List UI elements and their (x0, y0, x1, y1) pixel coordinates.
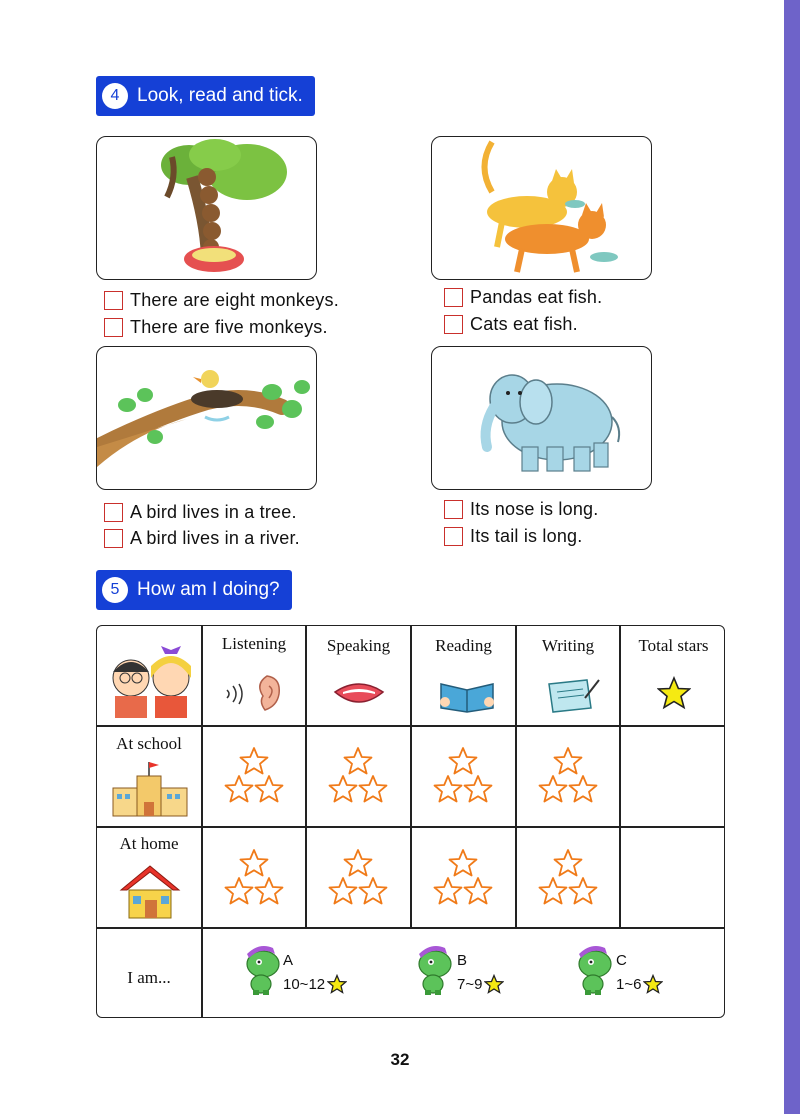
option-4b[interactable] (444, 526, 582, 547)
grade-range-text: 7~9 (457, 975, 483, 993)
section-4-number: 4 (102, 83, 128, 109)
option-4a[interactable] (444, 499, 598, 520)
tick-checkbox[interactable] (104, 503, 123, 522)
section-5-title: How am I doing? (137, 579, 280, 600)
star-icon (484, 974, 504, 994)
tick-checkbox[interactable] (104, 291, 123, 310)
grade-range (283, 974, 347, 994)
row-label-home: At home (119, 834, 179, 853)
grade-letter: B (457, 952, 468, 969)
star-icon (327, 974, 347, 994)
column-header: Writing (541, 636, 595, 655)
section-5-heading (96, 570, 292, 610)
tick-checkbox[interactable] (444, 500, 463, 519)
option-text: A bird lives in a tree. (130, 502, 297, 522)
option-1b[interactable] (104, 317, 328, 338)
section-4-title: Look, read and tick. (137, 85, 303, 106)
tick-checkbox[interactable] (104, 318, 123, 337)
mouth-icon (329, 678, 389, 710)
grade-range (616, 974, 663, 994)
dinosaur-icon (239, 944, 283, 996)
option-1a[interactable] (104, 290, 339, 311)
column-header: Speaking (326, 636, 391, 655)
elephant-picture (431, 346, 652, 490)
listening-school-stars[interactable] (224, 746, 284, 806)
ear-icon (225, 672, 285, 714)
row-label-i-am: I am... (127, 968, 171, 987)
star-icon (657, 676, 691, 710)
option-text: There are eight monkeys. (130, 290, 339, 310)
self-assessment-table (96, 625, 725, 1018)
monkeys-tree-icon (97, 137, 317, 280)
grade-letter: A (283, 952, 294, 969)
bird-nest-branch-icon (97, 347, 317, 490)
grade-range (457, 974, 504, 994)
monkeys-tree-picture (96, 136, 317, 280)
speaking-home-stars[interactable] (328, 848, 388, 908)
school-icon (111, 760, 189, 818)
page-edge-bar (784, 0, 800, 1114)
tick-checkbox[interactable] (444, 527, 463, 546)
house-icon (117, 862, 183, 920)
tick-checkbox[interactable] (444, 288, 463, 307)
tick-checkbox[interactable] (104, 529, 123, 548)
option-2a[interactable] (444, 287, 602, 308)
grade-range-text: 10~12 (283, 975, 326, 993)
column-header: Reading (435, 636, 492, 655)
row-label-school: At school (116, 734, 182, 753)
speaking-school-stars[interactable] (328, 746, 388, 806)
writing-school-stars[interactable] (538, 746, 598, 806)
reading-home-stars[interactable] (433, 848, 493, 908)
section-4-heading (96, 76, 315, 116)
option-text: A bird lives in a river. (130, 528, 300, 548)
column-header: Listening (221, 634, 287, 653)
tick-checkbox[interactable] (444, 315, 463, 334)
page-number: 32 (390, 1050, 410, 1069)
reading-school-stars[interactable] (433, 746, 493, 806)
section-5-number: 5 (102, 577, 128, 603)
option-2b[interactable] (444, 314, 578, 335)
dinosaur-icon (411, 944, 455, 996)
grade-range-text: 1~6 (616, 975, 642, 993)
writing-home-stars[interactable] (538, 848, 598, 908)
cats-fish-icon (432, 137, 652, 280)
option-3a[interactable] (104, 502, 297, 523)
dinosaur-icon (571, 944, 615, 996)
notebook-icon (543, 674, 603, 714)
option-text: Its tail is long. (470, 526, 583, 546)
cats-fish-picture (431, 136, 652, 280)
elephant-icon (432, 347, 652, 490)
column-header: Total stars (638, 636, 709, 655)
book-icon (437, 674, 497, 714)
star-icon (643, 974, 663, 994)
option-text: Pandas eat fish. (470, 287, 603, 307)
option-text: There are five monkeys. (130, 317, 328, 337)
children-icon (105, 646, 197, 720)
option-3b[interactable] (104, 528, 300, 549)
listening-home-stars[interactable] (224, 848, 284, 908)
bird-nest-picture (96, 346, 317, 490)
grade-letter: C (616, 952, 627, 969)
option-text: Its nose is long. (470, 499, 599, 519)
option-text: Cats eat fish. (470, 314, 578, 334)
